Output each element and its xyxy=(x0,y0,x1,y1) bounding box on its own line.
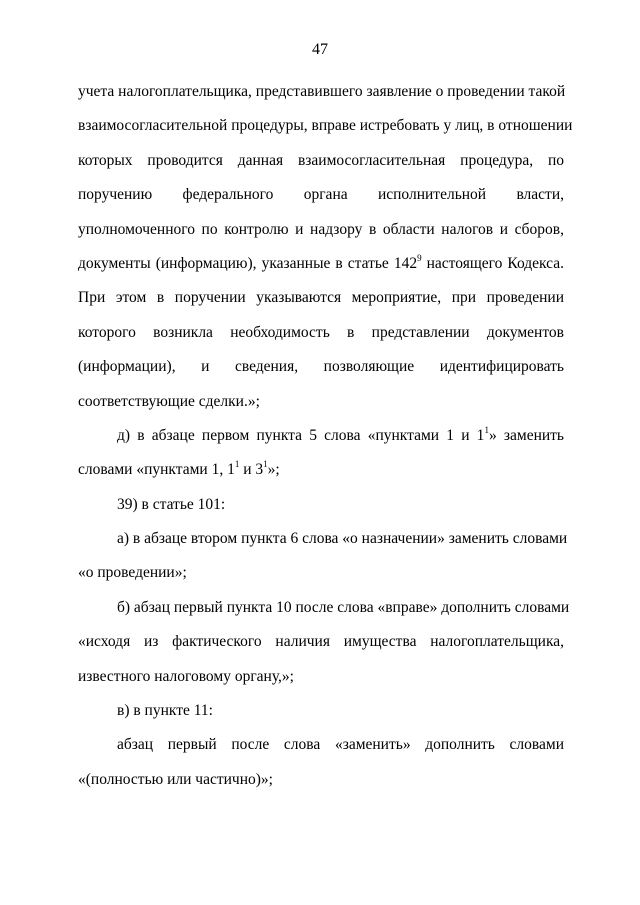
text-segment: в) в пункте 11: xyxy=(117,702,213,720)
text-segment: соответствующие сделки.»; xyxy=(78,392,260,410)
superscript: 1 xyxy=(263,459,268,470)
text-segment: абзац первый после слова «заменить» дополнить словами xyxy=(117,736,564,754)
text-segment: 39) в статье 101: xyxy=(117,495,226,513)
text-segment: которых проводится данная взаимосогласительная процедура, по xyxy=(78,151,564,169)
text-segment: (информации), и сведения, позволяющие идентифицировать xyxy=(78,358,564,376)
text-segment: которого возникла необходимость в представлении документов xyxy=(78,323,564,341)
text-segment: настоящего Кодекса. xyxy=(421,254,564,272)
text-line xyxy=(78,281,564,315)
text-line xyxy=(78,213,564,247)
body-text xyxy=(78,75,573,797)
text-line xyxy=(78,694,564,728)
text-line xyxy=(78,522,568,556)
text-line xyxy=(78,75,564,109)
text-line xyxy=(78,316,564,350)
text-segment: «исходя из фактического наличия имущества налогоплательщика, xyxy=(78,633,564,651)
text-line xyxy=(78,350,564,384)
text-segment: б) абзац первый пункта 10 после слова «вправе» дополнить словами xyxy=(117,598,570,616)
text-segment: «(полностью или частично)»; xyxy=(78,770,273,788)
text-segment: При этом в поручении указываются мероприятие, при проведении xyxy=(78,289,564,307)
text-line xyxy=(78,763,564,797)
text-line xyxy=(78,144,564,178)
text-segment: поручению федерального органа исполнительной власти, xyxy=(78,186,564,204)
text-line xyxy=(78,453,564,487)
text-segment: «о проведении»; xyxy=(78,564,187,582)
text-line xyxy=(78,385,564,419)
text-segment: уполномоченного по контролю и надзору в области налогов и сборов, xyxy=(78,220,564,238)
text-segment: взаимосогласительной процедуры, вправе истребовать у лиц, в отношении xyxy=(78,117,573,135)
text-segment: словами «пунктами 1, 1 xyxy=(78,461,235,479)
text-line xyxy=(78,488,564,522)
text-line xyxy=(78,247,564,281)
text-line xyxy=(78,625,564,659)
text-segment: а) в абзаце втором пункта 6 слова «о назначении» заменить словами xyxy=(117,530,568,548)
superscript: 9 xyxy=(417,252,422,263)
text-line xyxy=(78,178,564,212)
text-segment: известного налоговому органу,»; xyxy=(78,667,294,685)
text-line xyxy=(78,660,564,694)
text-segment: документы (информацию), указанные в статье 142 xyxy=(78,254,418,272)
text-segment: д) в абзаце первом пункта 5 слова «пунктами 1 и 1 xyxy=(117,426,485,444)
text-line xyxy=(78,728,564,762)
text-segment: » заменить xyxy=(488,426,565,444)
text-line xyxy=(78,556,564,590)
superscript: 1 xyxy=(484,424,489,435)
text-line xyxy=(78,109,573,143)
page-number: 47 xyxy=(312,41,328,58)
text-segment: и 3 xyxy=(239,461,264,479)
text-segment: »; xyxy=(267,461,280,479)
text-line xyxy=(78,591,570,625)
superscript: 1 xyxy=(234,459,240,470)
text-segment: учета налогоплательщика, представившего заявление о проведении такой xyxy=(78,83,566,100)
text-line xyxy=(78,419,564,453)
